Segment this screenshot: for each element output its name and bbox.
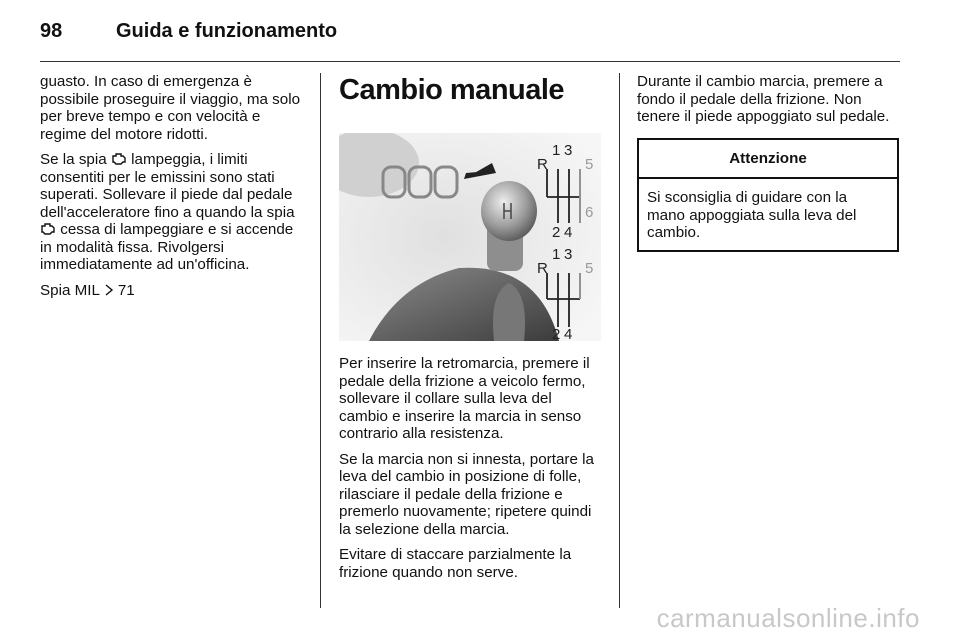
svg-text:3: 3 xyxy=(564,142,573,159)
svg-text:6: 6 xyxy=(585,204,594,221)
svg-text:3: 3 xyxy=(564,246,573,263)
paragraph xyxy=(40,151,302,274)
text: lampeggia, i limiti consentiti per le emissini sono stati superati. Sollevare il piede dal pedale dell'acceleratore fino a quando la spia xyxy=(40,151,295,221)
reference-arrow-icon xyxy=(104,283,114,295)
header-divider xyxy=(40,61,900,62)
page-number: 98 xyxy=(40,20,63,42)
svg-text:R: R xyxy=(537,260,548,277)
svg-text:2: 2 xyxy=(552,224,561,241)
svg-text:4: 4 xyxy=(564,224,573,241)
column-right xyxy=(637,73,899,252)
column-divider xyxy=(320,73,321,608)
engine-warning-icon xyxy=(111,152,127,166)
column-divider xyxy=(619,73,620,608)
engine-warning-icon xyxy=(40,222,56,236)
text: Se la spia xyxy=(40,151,107,168)
warning-title: Attenzione xyxy=(639,140,897,180)
page-reference[interactable]: 71 xyxy=(117,281,135,299)
paragraph xyxy=(40,282,302,300)
paragraph: Se la marcia non si innesta, portare la leva del cambio in posizione di folle, rilasciare il pedale della frizione e premerlo nuovamente; ripetere quindi la selezione della marcia. xyxy=(339,450,594,538)
svg-text:5: 5 xyxy=(585,260,594,277)
warning-box xyxy=(637,138,899,252)
gear-shift-illustration xyxy=(339,133,601,341)
page-header xyxy=(40,14,900,54)
svg-text:5: 5 xyxy=(585,156,594,173)
column-middle xyxy=(339,73,603,589)
svg-text:2: 2 xyxy=(552,326,561,341)
paragraph: Durante il cambio marcia, premere a fondo il pedale della frizione. Non tenere il piede appoggiato sul pedale. xyxy=(637,73,890,125)
watermark: carmanualsonline.info xyxy=(656,603,920,633)
warning-text: Si sconsiglia di guidare con la mano appoggiata sulla leva del cambio. xyxy=(647,189,857,241)
paragraph: guasto. In caso di emergenza è possibile proseguire il viaggio, ma solo per breve tempo e con velocità e regime del motore ridotti. xyxy=(40,73,301,143)
heading: Cambio manuale xyxy=(339,74,565,106)
text: Spia MIL xyxy=(40,281,100,299)
svg-text:4: 4 xyxy=(564,326,573,341)
gear-label-r: R xyxy=(537,156,548,173)
section-title: Guida e funzionamento xyxy=(116,20,338,42)
paragraph: Evitare di staccare parzialmente la frizione quando non serve. xyxy=(339,546,572,581)
paragraph: Per inserire la retromarcia, premere il pedale della frizione a veicolo fermo, sollevare il collare sulla leva del cambio e inserire la marcia in senso contrario alla resistenza. xyxy=(339,355,590,442)
svg-text:1: 1 xyxy=(552,246,561,263)
text: cessa di lampeggiare e si accende in modalità fissa. Rivolgersi immediatamente ad un'officina. xyxy=(40,221,294,273)
column-left xyxy=(40,73,302,307)
svg-text:1: 1 xyxy=(552,142,561,159)
